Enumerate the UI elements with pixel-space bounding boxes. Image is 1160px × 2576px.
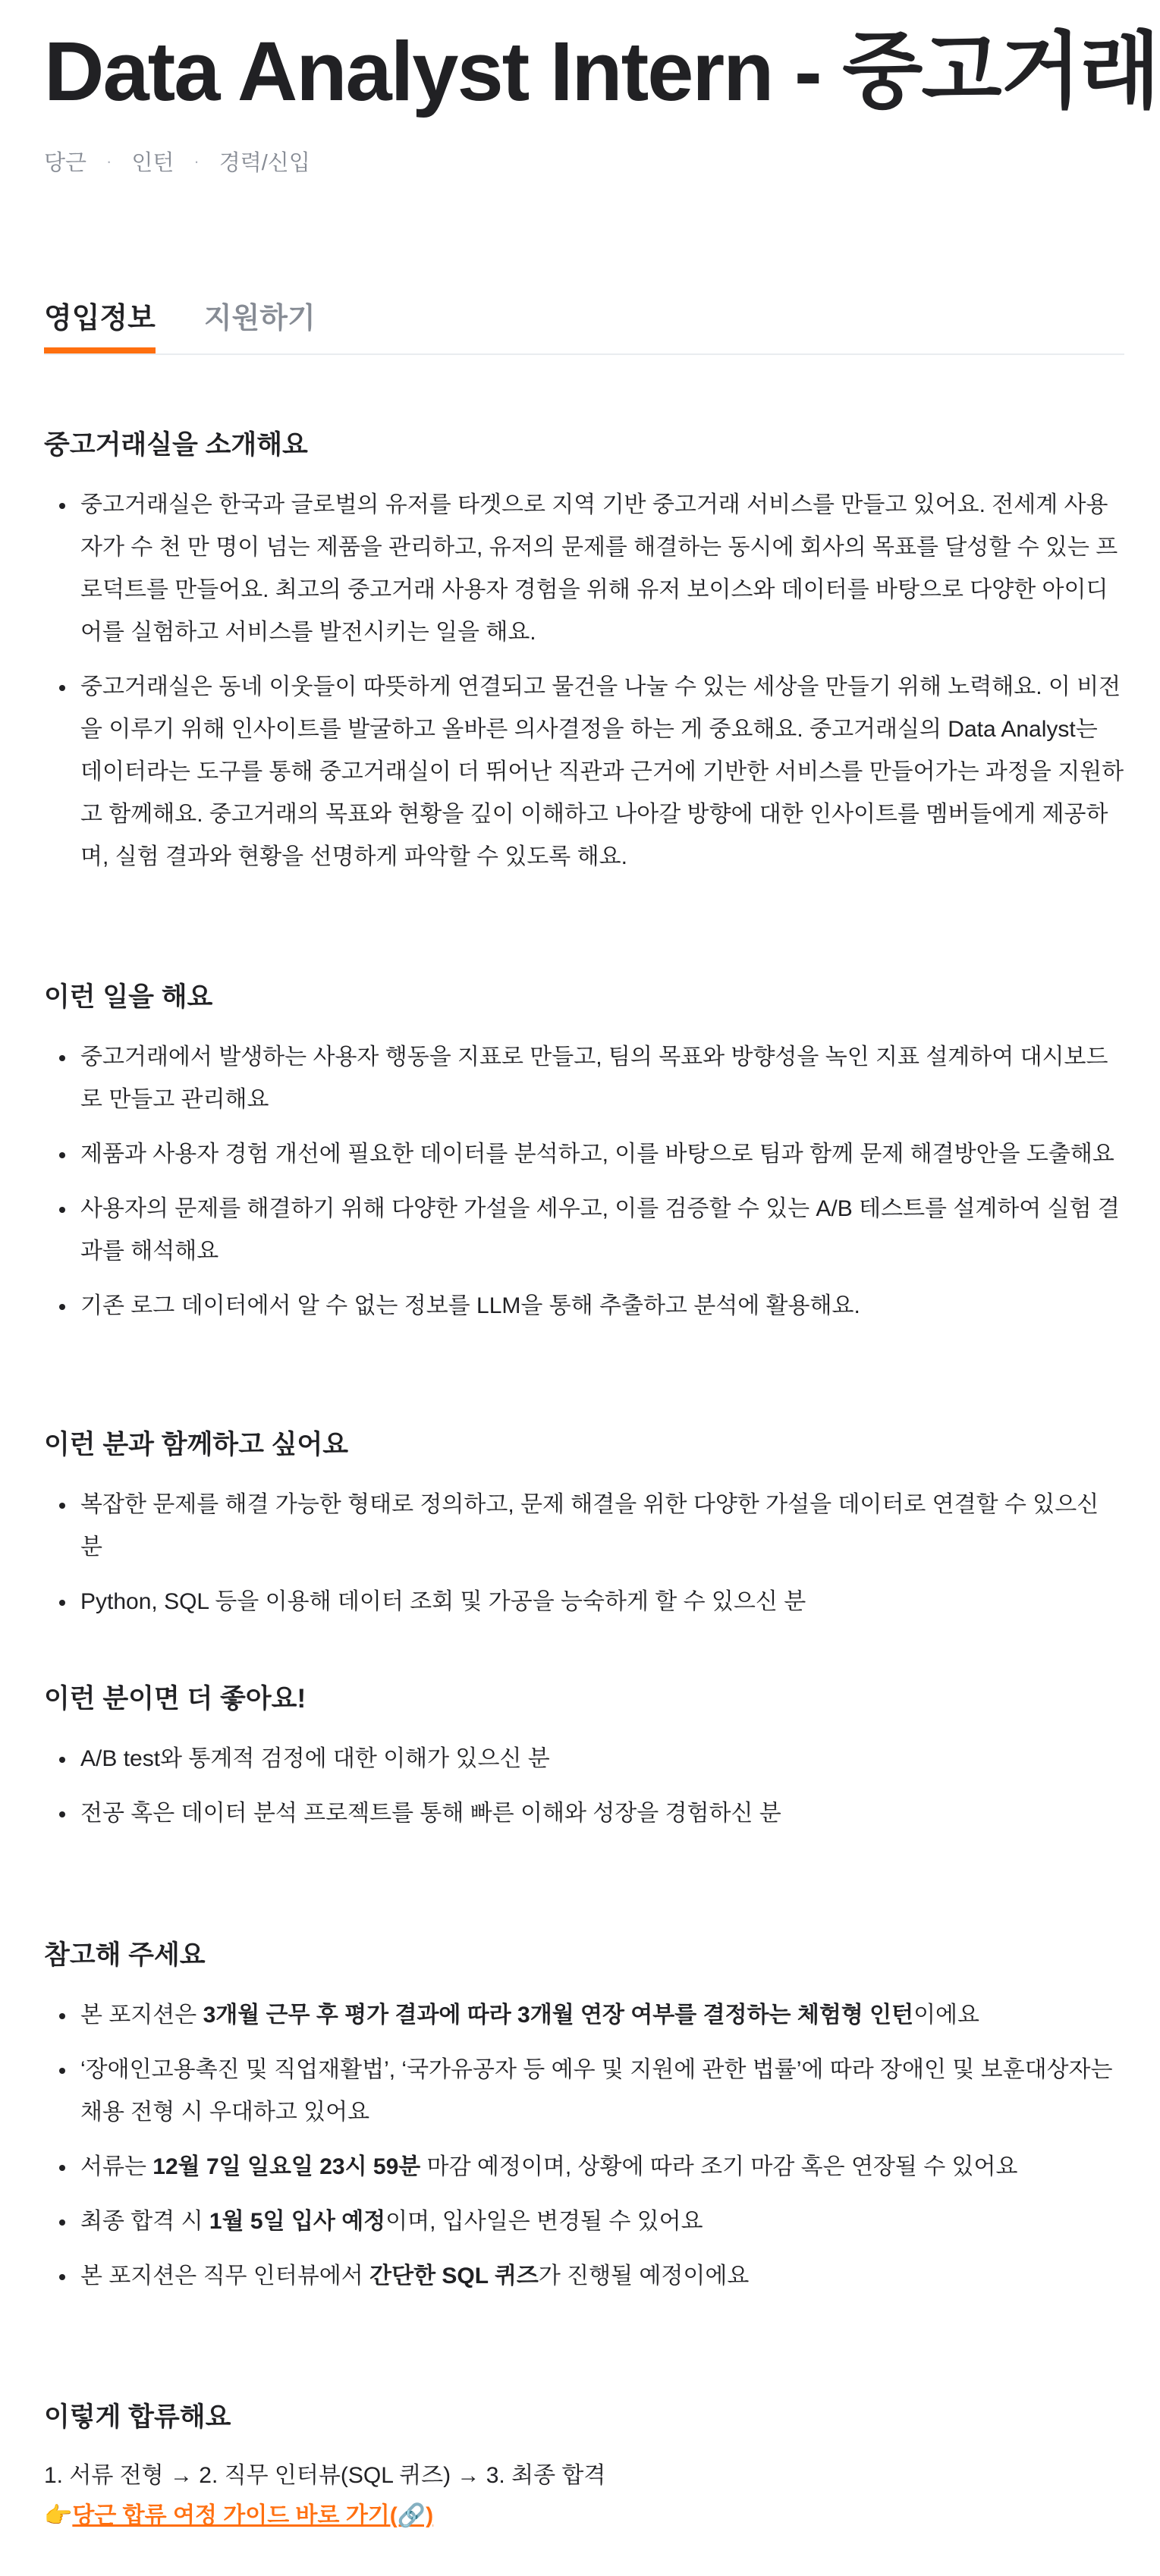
list-item: A/B test와 통계적 검정에 대한 이해가 있으신 분 <box>44 1738 1124 1780</box>
section-heading: 중고거래실을 소개해요 <box>44 430 308 460</box>
section-heading: 이런 분과 함께하고 싶어요 <box>44 1430 349 1459</box>
list-item: 본 포지션은 직무 인터뷰에서 간단한 SQL 퀴즈가 진행될 예정이에요 <box>44 2255 1124 2298</box>
employment-type: 인턴 <box>131 151 174 175</box>
section-heading: 참고해 주세요 <box>44 1940 206 1970</box>
section-heading: 이렇게 합류해요 <box>44 2402 231 2432</box>
section-heading: 이런 일을 해요 <box>44 982 213 1012</box>
guide-link-label[interactable]: 당근 합류 여정 가이드 바로 가기(🔗) <box>72 2503 434 2528</box>
section-work <box>44 979 1124 1340</box>
pointing-hand-icon: 👉 <box>44 2503 73 2528</box>
list-item: 서류는 12월 7일 일요일 23시 59분 마감 예정이며, 상황에 따라 조기 마감 혹은 연장될 수 있어요 <box>44 2146 1124 2188</box>
section-notes <box>44 1937 1124 2310</box>
meta-separator: · <box>106 151 112 171</box>
guide-link[interactable] <box>44 2497 1124 2535</box>
list-item: 기존 로그 데이터에서 알 수 없는 정보를 LLM을 통해 추출하고 분석에 활용해요. <box>44 1285 1124 1327</box>
list-item: 사용자의 문제를 해결하기 위해 다양한 가설을 세우고, 이를 검증할 수 있는 A/B 테스트를 설계하여 실험 결과를 해석해요 <box>44 1188 1124 1273</box>
tab-job-info[interactable]: 영입정보 <box>44 297 156 347</box>
list-item: 본 포지션은 3개월 근무 후 평가 결과에 따라 3개월 연장 여부를 결정하는 체험형 인턴이에요 <box>44 1994 1124 2037</box>
list-item: 복잡한 문제를 해결 가능한 형태로 정의하고, 문제 해결을 위한 다양한 가설을 데이터로 연결할 수 있으신 분 <box>44 1484 1124 1569</box>
work-list <box>44 1036 1124 1327</box>
section-intro <box>44 426 1124 891</box>
page-title: Data Analyst Intern - 중고거래 <box>44 25 1159 118</box>
tab-bar <box>44 297 1124 355</box>
company-name: 당근 <box>44 151 87 175</box>
list-item: 중고거래실은 동네 이웃들이 따뜻하게 연결되고 물건을 나눌 수 있는 세상을 만들기 위해 노력해요. 이 비전을 이루기 위해 인사이트를 발굴하고 올바른 의사결정을 하는 게 중요해요. 중고거래실의 Data Analyst는 데이터라는 도구를 통해 중고거래실이 더 뛰어난 직관과 근거에 기반한 서비스를 만들어가는 과정을 지원하고 함께해요. 중고거래의 목표와 현황을 깊이 이해하고 나아갈 방향에 대한 인사이트를 멤버들에게 제공하며, 실험 결과와 현황을 선명하게 파악할 수 있도록 해요. <box>44 666 1124 878</box>
list-item: Python, SQL 등을 이용해 데이터 조회 및 가공을 능숙하게 할 수 있으신 분 <box>44 1581 1124 1623</box>
process-steps: 1. 서류 전형 → 2. 직무 인터뷰(SQL 퀴즈) → 3. 최종 합격 <box>44 2463 606 2488</box>
qualifications-list <box>44 1484 1124 1623</box>
list-item: 최종 합격 시 1월 5일 입사 예정이며, 입사일은 변경될 수 있어요 <box>44 2201 1124 2243</box>
career-level: 경력/신입 <box>218 151 310 175</box>
list-item: 제품과 사용자 경험 개선에 필요한 데이터를 분석하고, 이를 바탕으로 팀과 함께 문제 해결방안을 도출해요 <box>44 1133 1124 1176</box>
tab-apply[interactable]: 지원하기 <box>203 303 316 335</box>
list-item: 전공 혹은 데이터 분석 프로젝트를 통해 빠른 이해와 성장을 경험하신 분 <box>44 1792 1124 1835</box>
list-item: ‘장애인고용촉진 및 직업재활법’, ‘국가유공자 등 예우 및 지원에 관한 법률’에 따라 장애인 및 보훈대상자는 채용 전형 시 우대하고 있어요 <box>44 2049 1124 2134</box>
preferred-list <box>44 1738 1124 1835</box>
section-process <box>44 2399 1124 2535</box>
section-heading: 이런 분이면 더 좋아요! <box>44 1684 307 1714</box>
section-qualifications <box>44 1426 1124 1635</box>
intro-list <box>44 484 1124 878</box>
meta-separator: · <box>193 151 200 171</box>
section-preferred <box>44 1680 1124 1847</box>
job-meta <box>44 146 310 177</box>
list-item: 중고거래실은 한국과 글로벌의 유저를 타겟으로 지역 기반 중고거래 서비스를 만들고 있어요. 전세계 사용자가 수 천 만 명이 넘는 제품을 관리하고, 유저의 문제를 해결하는 동시에 회사의 목표를 달성할 수 있는 프로덕트를 만들어요. 최고의 중고거래 사용자 경험을 위해 유저 보이스와 데이터를 바탕으로 다양한 아이디어를 실험하고 서비스를 발전시키는 일을 해요. <box>44 484 1124 654</box>
list-item: 중고거래에서 발생하는 사용자 행동을 지표로 만들고, 팀의 목표와 방향성을 녹인 지표 설계하여 대시보드로 만들고 관리해요 <box>44 1036 1124 1121</box>
notes-list <box>44 1994 1124 2298</box>
